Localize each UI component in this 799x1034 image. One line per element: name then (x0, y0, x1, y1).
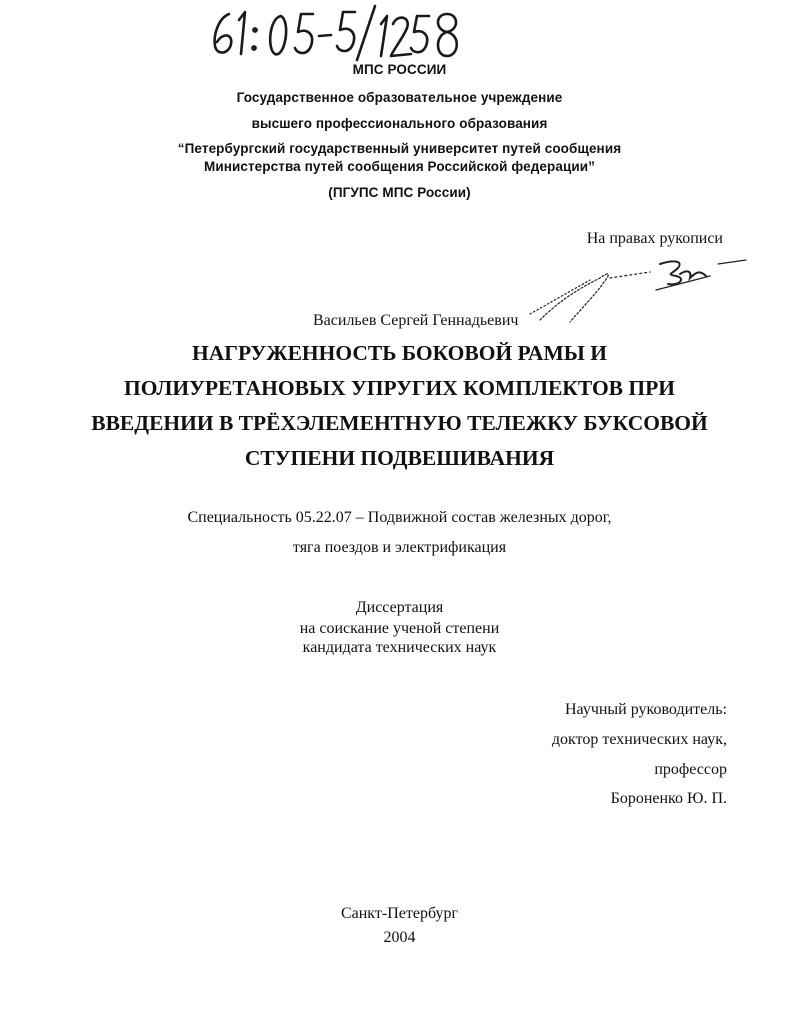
author-name: Васильев Сергей Геннадьевич (313, 312, 519, 329)
institution-line-1: Государственное образовательное учреждение (236, 90, 563, 105)
signature (500, 250, 750, 330)
supervisor-label: Научный руководитель: (564, 701, 727, 718)
university-line-2: Министерства путей сообщения Российской федерации” (203, 159, 596, 174)
title-line-1: НАГРУЖЕННОСТЬ БОКОВОЙ РАМЫ И (192, 341, 607, 365)
specialty-line-1: Специальность 05.22.07 – Подвижной состав железных дорог, (187, 509, 612, 526)
handwritten-archive-number (205, 2, 465, 64)
supervisor-rank: профессор (654, 761, 727, 778)
title-line-2: ПОЛИУРЕТАНОВЫХ УПРУГИХ КОМПЛЕКТОВ ПРИ (124, 376, 675, 400)
specialty-line-2: тяга поездов и электрификация (292, 539, 507, 556)
title-line-3: ВВЕДЕНИИ В ТРЁХЭЛЕМЕНТНУЮ ТЕЛЕЖКУ БУКСОВОЙ (91, 411, 708, 435)
year: 2004 (383, 929, 416, 946)
university-line-1: “Петербургский государственный университет путей сообщения (177, 141, 622, 156)
supervisor-degree: доктор технических наук, (551, 731, 727, 748)
institution-line-2: высшего профессионального образования (251, 116, 548, 131)
supervisor-name: Бороненко Ю. П. (610, 790, 727, 807)
dissertation-title (0, 336, 799, 476)
dissertation-line-1: Диссертация (355, 599, 444, 616)
ministry: МПС РОССИИ (352, 62, 447, 77)
dissertation-line-3: кандидата технических наук (302, 639, 497, 656)
university-abbreviation: (ПГУПС МПС России) (328, 185, 471, 200)
title-line-4: СТУПЕНИ ПОДВЕШИВАНИЯ (244, 446, 555, 470)
manuscript-note: На правах рукописи (586, 230, 723, 247)
city: Санкт-Петербург (340, 905, 459, 922)
dissertation-line-2: на соискание ученой степени (299, 620, 500, 637)
